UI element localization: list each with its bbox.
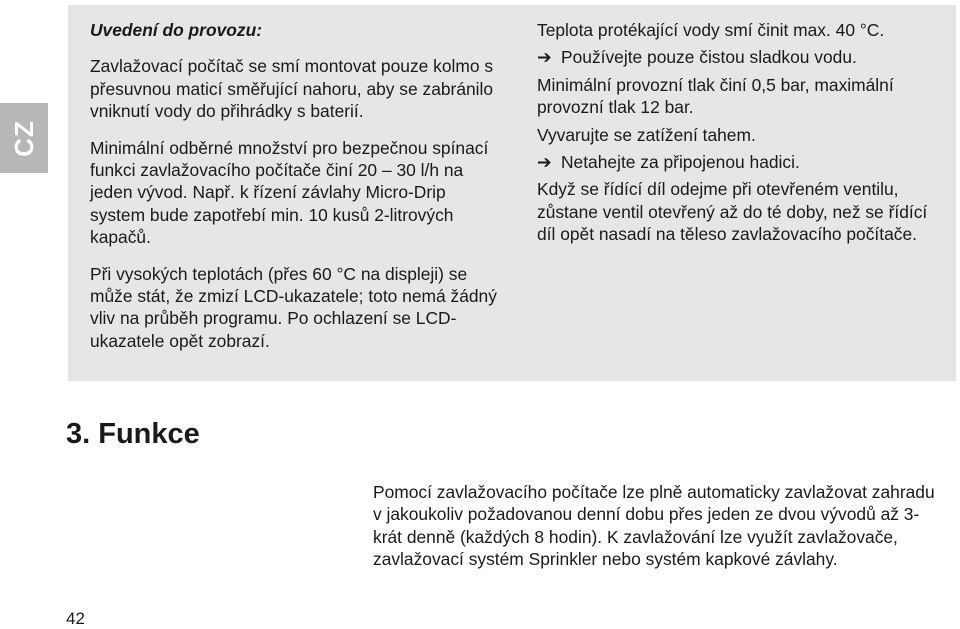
section-title: 3. Funkce xyxy=(66,418,200,450)
note-paragraph: Teplota protékající vody smí činit max. 40 °C. xyxy=(537,20,885,40)
language-tab xyxy=(0,103,48,173)
instruction-text: Používejte pouze čistou sladkou vodu. xyxy=(561,47,857,68)
section-body: Pomocí zavlažovacího počítače lze plně automaticky zavlažovat zahradu v jakoukoliv požadovanou denní dobu přes jeden ze dvou vývodů až 3-krát denně (každých 8 hodin). K zavlažování lze využít zavlažovače, zavlažovací systém Sprinkler nebo systém kapkové závlahy. xyxy=(373,482,935,570)
note-paragraph: Minimální odběrné množství pro bezpečnou spínací funkci zavlažovacího počítače činí 20 – 30 l/h na jeden vývod. Např. k řízení závlahy Micro-Drip system bude zapotřebí min. 10 kusů 2-litrových kapačů. xyxy=(90,137,489,248)
note-paragraph: Při vysokých teplotách (přes 60 °C na displeji) se může stát, že zmizí LCD-ukazatele; toto nemá žádný vliv na průběh programu. Po ochlazení se LCD-ukazatele opět zobrazí. xyxy=(90,263,497,351)
note-paragraph: Vyvarujte se zatížení tahem. xyxy=(537,124,756,145)
note-paragraph: Když se řídící díl odejme při otevřeném ventilu, zůstane ventil otevřený až do té doby, než se řídící díl opět nasadí na těleso zavlažovacího počítače. xyxy=(537,179,928,245)
arrow-right-icon: ➔ xyxy=(537,47,552,68)
page-number: 42 xyxy=(66,609,85,628)
instruction-item xyxy=(537,151,947,173)
note-left-column xyxy=(90,19,500,366)
note-paragraph: Zavlažovací počítač se smí montovat pouze kolmo s přesuvnou maticí směřující nahoru, aby se zabránilo vniknutí vody do přihrádky s baterií. xyxy=(90,56,494,122)
language-tab-label: CZ xyxy=(8,119,39,157)
note-title: Uvedení do provozu: xyxy=(90,20,262,40)
arrow-right-icon: ➔ xyxy=(537,152,552,173)
note-paragraph: Minimální provozní tlak činí 0,5 bar, maximální provozní tlak 12 bar. xyxy=(537,74,894,118)
instruction-item xyxy=(537,46,947,68)
note-box xyxy=(68,5,956,381)
instruction-text: Netahejte za připojenou hadici. xyxy=(561,152,800,173)
note-right-column xyxy=(537,19,947,251)
